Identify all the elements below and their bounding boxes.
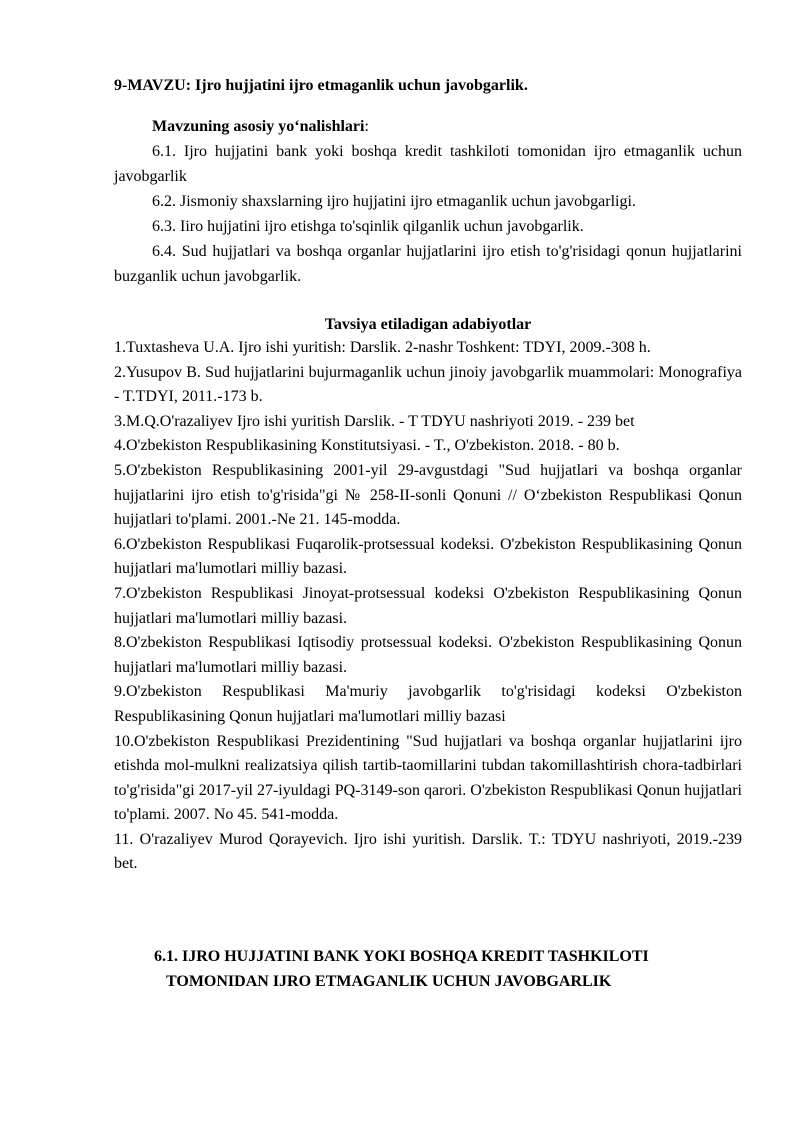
reference-item-5: 5.O'zbekiston Respublikasining 2001-yil 29-avgustdagi "Sud hujjatlari va boshqa organlar hujjatlarini ijro etish to'g'risida"gi № 258-II-sonli Qonuni // O‘zbekiston Respublikasi Qonun hujjatlari to'plami. 2001.-Ne 21. 145-modda. <box>114 461 742 529</box>
directions-heading-label: Mavzuning asosiy yo‘nalishlari <box>152 118 365 135</box>
references-heading: Tavsiya etiladigan adabiyotlar <box>324 316 532 333</box>
references-list <box>114 336 742 877</box>
reference-item-11: 11. O'razaliyev Murod Qorayevich. Ijro ishi yuritish. Darslik. T.: TDYU nashriyoti, 2019.-239 bet. <box>114 830 742 873</box>
directions-heading <box>114 114 742 139</box>
reference-item-3: 3.M.Q.O'razaliyev Ijro ishi yuritish Darslik. - T TDYU nashriyoti 2019. - 239 bet <box>114 412 635 430</box>
direction-item-2: 6.2. Jismoniy shaxslarning ijro hujjatini ijro etmaganlik uchun javobgarligi. <box>152 193 636 210</box>
reference-item-8: 8.O'zbekiston Respublikasi Iqtisodiy protsessual kodeksi. O'zbekiston Respublikasining Qonun hujjatlari ma'lumotlari milliy bazasi. <box>114 634 742 676</box>
direction-item-3: 6.3. Iiro hujjatini ijro etishga to'sqinlik qilganlik uchun javobgarlik. <box>152 218 584 235</box>
directions-heading-colon: : <box>364 118 369 135</box>
reference-item-2: 2.Yusupov B. Sud hujjatlarini bujurmaganlik uchun jinoiy javobgarlik muammolari: Monografiya - T.TDYI, 2011.-173 b. <box>114 363 742 406</box>
section-heading-line-1: 6.1. IJRO HUJJATINI BANK YOKI BOSHQA KREDIT TASHKILOTI <box>154 948 649 965</box>
section-heading <box>114 944 742 994</box>
reference-item-10: 10.O'zbekiston Respublikasi Prezidentining "Sud hujjatlari va boshqa organlar hujjatlarini ijro etishda mol-mulkni realizatsiya qilish tartib-taomillarini tubdan takomillashtirish chora-tadbirlari to'g'risida"gi 2017-yil 27-iyuldagi PQ-3149-son qarori. O'zbekiston Respublikasi Qonun hujjatlari to'plami. 2007. No 45. 541-modda. <box>114 732 742 824</box>
section-heading-line-2: TOMONIDAN IJRO ETMAGANLIK UCHUN JAVOBGARLIK <box>166 973 612 990</box>
direction-item-4: 6.4. Sud hujjatlari va boshqa organlar hujjatlarini ijro etish to'g'risidagi qonun hujjatlarini buzganlik uchun javobgarlik. <box>114 243 742 285</box>
main-directions <box>114 114 742 289</box>
topic-title: 9-MAVZU: Ijro hujjatini ijro etmaganlik uchun javobgarlik. <box>114 77 528 94</box>
reference-item-1: 1.Tuxtasheva U.A. Ijro ishi yuritish: Darslik. 2-nashr Toshkent: TDYI, 2009.-308 h. <box>114 339 651 356</box>
reference-item-9: 9.O'zbekiston Respublikasi Ma'muriy javobgarlik to'g'risidagi kodeksi O'zbekiston Respublikasining Qonun hujjatlari ma'lumotlari milliy bazasi <box>114 683 742 725</box>
direction-item-1: 6.1. Ijro hujjatini bank yoki boshqa kredit tashkiloti tomonidan ijro etmaganlik uchun javobgarlik <box>114 143 742 185</box>
reference-item-7: 7.O'zbekiston Respublikasi Jinoyat-protsessual kodeksi O'zbekiston Respublikasining Qonun hujjatlari ma'lumotlari milliy bazasi. <box>114 584 742 627</box>
reference-item-4: 4.O'zbekiston Respublikasining Konstitutsiyasi. - T., O'zbekiston. 2018. - 80 b. <box>114 437 620 455</box>
reference-item-6: 6.O'zbekiston Respublikasi Fuqarolik-protsessual kodeksi. O'zbekiston Respublikasining Qonun hujjatlari ma'lumotlari milliy bazasi. <box>114 535 742 578</box>
